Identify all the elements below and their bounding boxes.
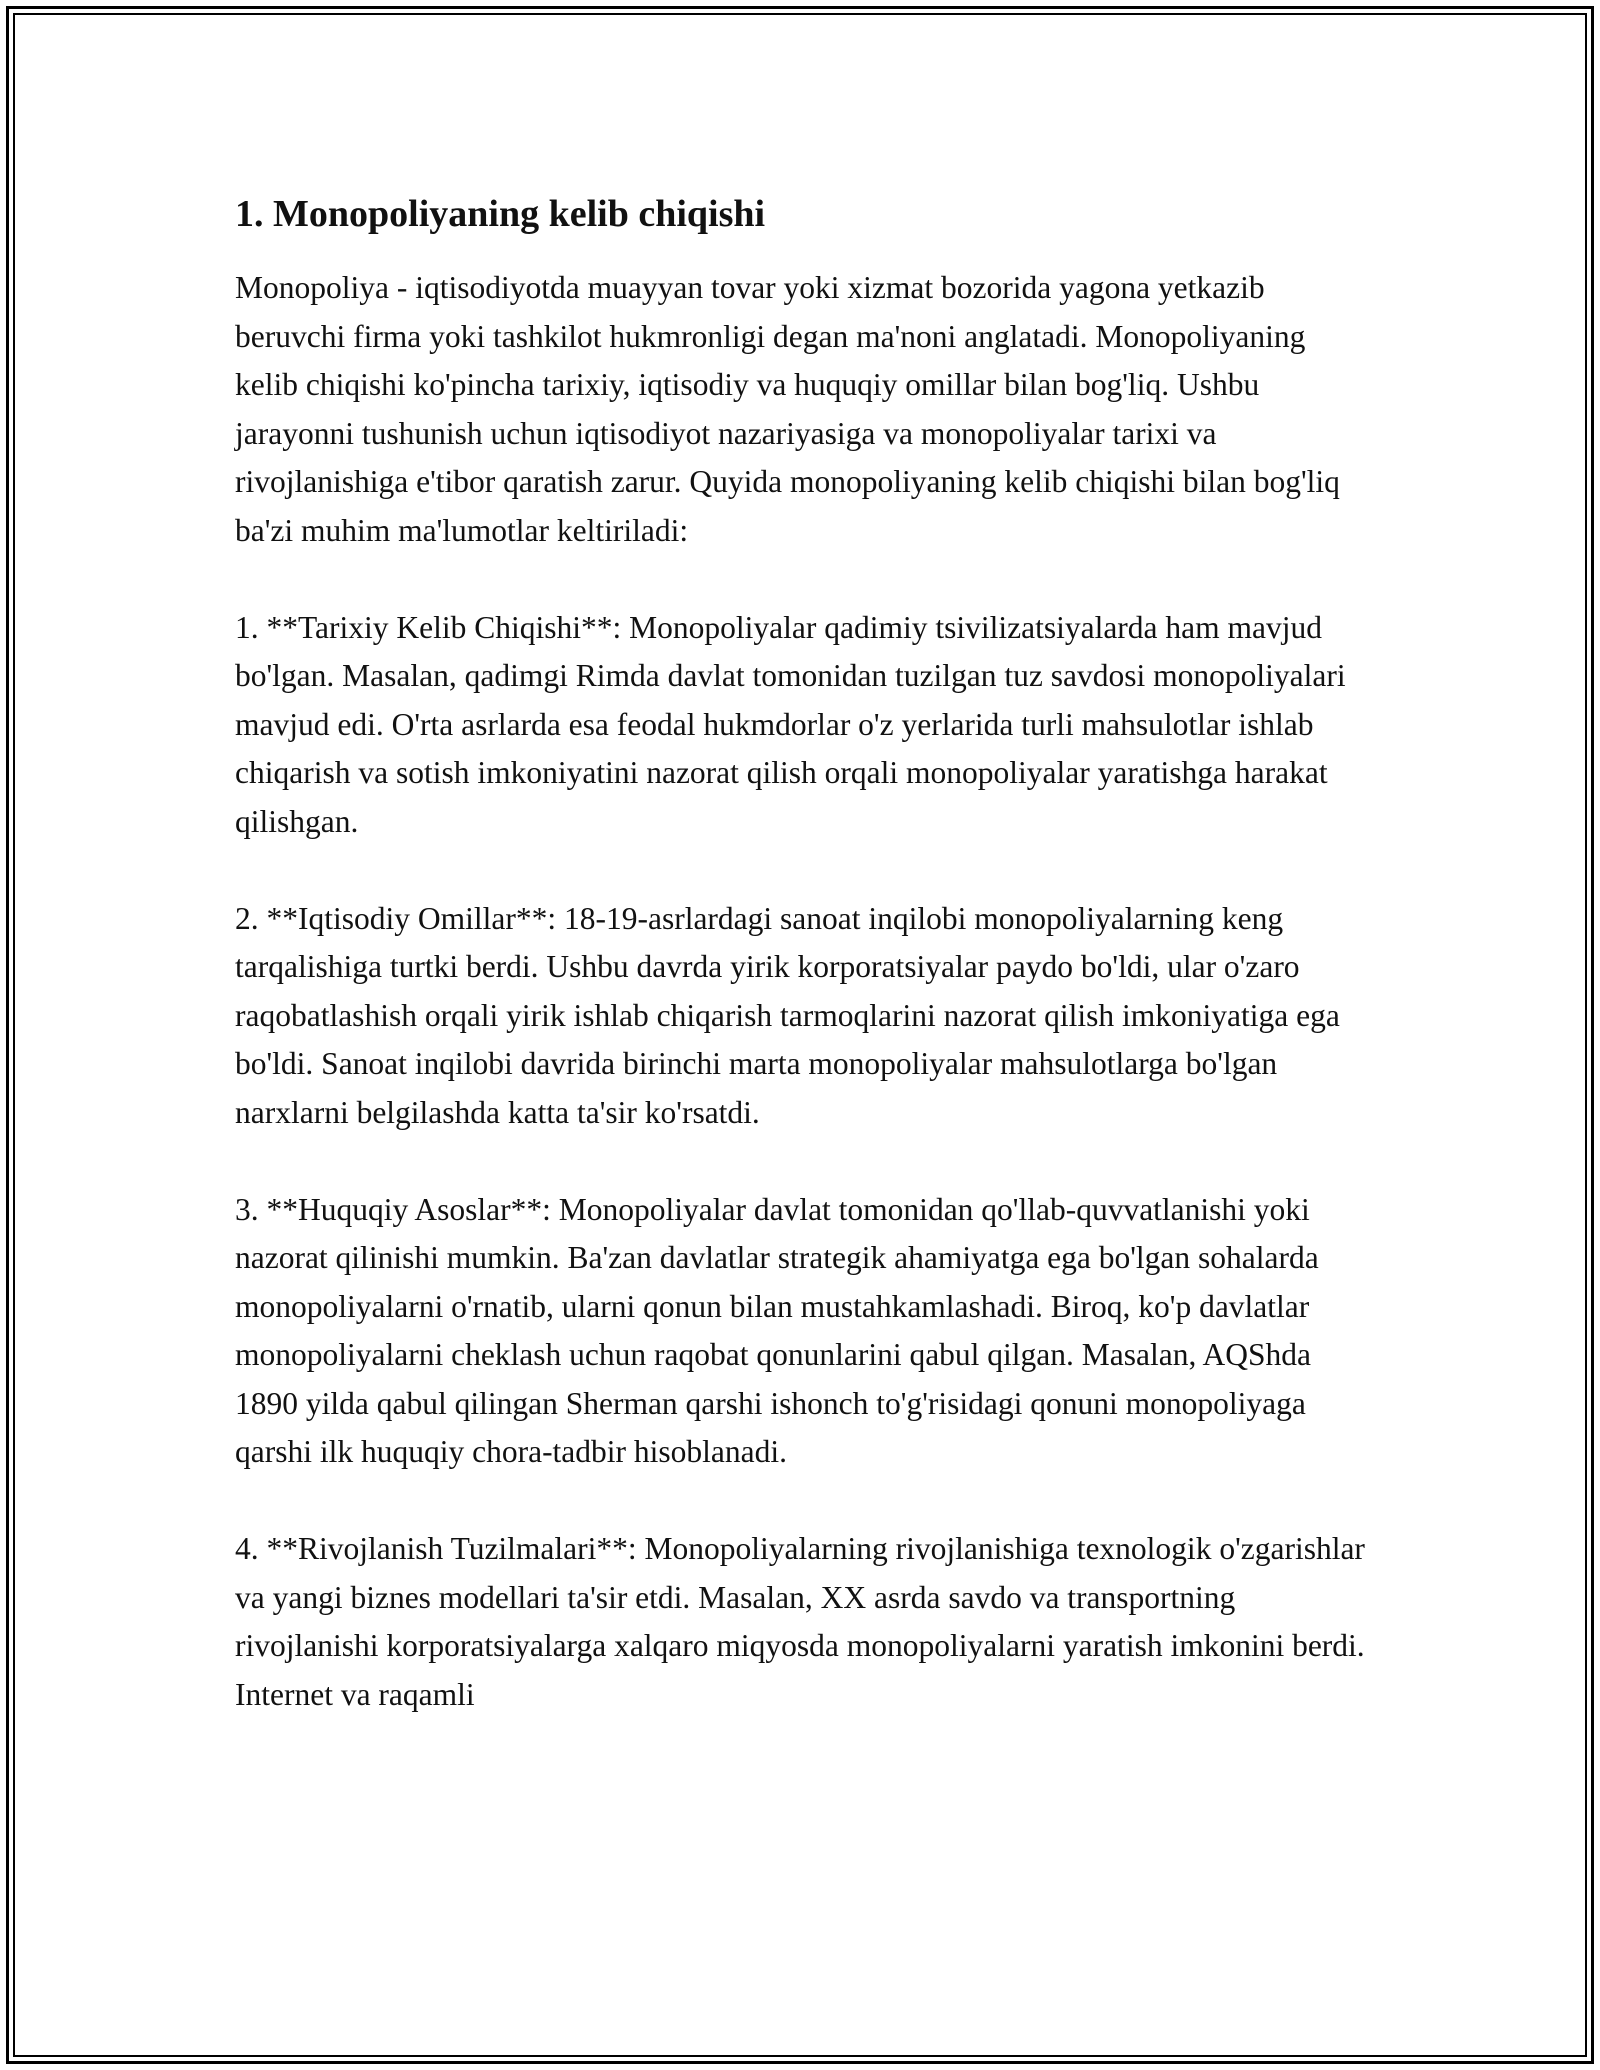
legal-basis-paragraph: 3. **Huquqiy Asoslar**: Monopoliyalar davlat tomonidan qo'llab-quvvatlanishi yoki nazorat qilinishi mumkin. Ba'zan davlatlar strategik ahamiyatga ega bo'lgan sohalarda monopoliyalarni o'rnatib, ularni qonun bilan mustahkamlashadi. Biroq, ko'p davlatlar monopoliyalarni cheklash uchun raqobat qonunlarini qabul qilgan. Masalan, AQShda 1890 yilda qabul qilingan Sherman qarshi ishonch to'g'risidagi qonuni monopoliyaga qarshi ilk huquqiy chora-tadbir hisoblanadi. — [235, 1191, 1319, 1469]
economic-factors-paragraph: 2. **Iqtisodiy Omillar**: 18-19-asrlardagi sanoat inqilobi monopoliyalarning keng tarqalishiga turtki berdi. Ushbu davrda yirik korporatsiyalar paydo bo'ldi, ular o'zaro raqobatlashish orqali yirik ishlab chiqarish tarmoqlarini nazorat qilish imkoniyatiga ega bo'ldi. Sanoat inqilobi davrida birinchi marta monopoliyalar mahsulotlarga bo'lgan narxlarni belgilashda katta ta'sir ko'rsatdi. — [235, 900, 1340, 1130]
historical-origin-paragraph: 1. **Tarixiy Kelib Chiqishi**: Monopoliyalar qadimiy tsivilizatsiyalarda ham mavjud bo'lgan. Masalan, qadimgi Rimda davlat tomonidan tuzilgan tuz savdosi monopoliyalari mavjud edi. O'rta asrlarda esa feodal hukmdorlar o'z yerlarida turli mahsulotlar ishlab chiqarish va sotish imkoniyatini nazorat qilish orqali monopoliyalar yaratishga harakat qilishgan. — [235, 609, 1346, 839]
document-body — [235, 186, 1365, 1768]
intro-paragraph: Monopoliya - iqtisodiyotda muayyan tovar yoki xizmat bozorida yagona yetkazib beruvchi firma yoki tashkilot hukmronligi degan ma'noni anglatadi. Monopoliyaning kelib chiqishi ko'pincha tarixiy, iqtisodiy va huquqiy omillar bilan bog'liq. Ushbu jarayonni tushunish uchun iqtisodiyot nazariyasiga va monopoliyalar tarixi va rivojlanishiga e'tibor qaratish zarur. Quyida monopoliyaning kelib chiqishi bilan bog'liq ba'zi muhim ma'lumotlar keltiriladi: — [235, 270, 1340, 548]
development-structures-paragraph: 4. **Rivojlanish Tuzilmalari**: Monopoliyalarning rivojlanishiga texnologik o'zgarishlar va yangi biznes modellari ta'sir etdi. Masalan, XX asrda savdo va transportning rivojlanishi korporatsiyalarga xalqaro miqyosda monopoliyalarni yaratish imkonini berdi. Internet va raqamli — [235, 1531, 1365, 1712]
section-heading: 1. Monopoliyaning kelib chiqishi — [235, 193, 766, 235]
